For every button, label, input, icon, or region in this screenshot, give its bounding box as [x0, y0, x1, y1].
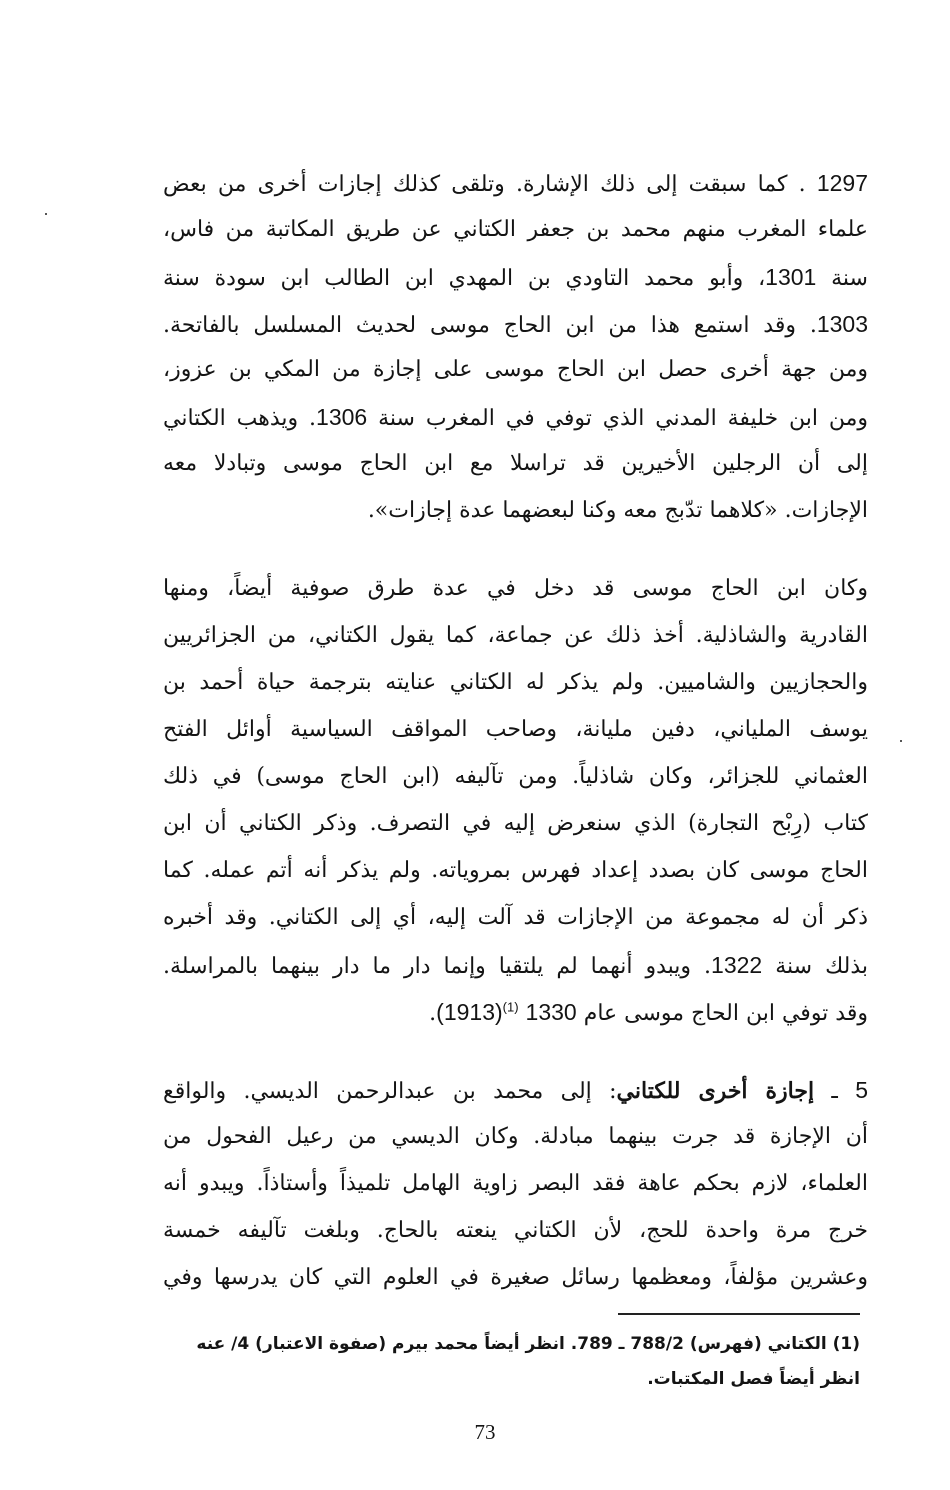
paragraph-1-line-1 [163, 163, 868, 203]
footnote-marker: (1) [502, 999, 519, 1015]
paragraph-1-line-8: الإجازات. «كلاهما تدّبج معه وكنا لبعضهما عدة إجازات». [367, 498, 868, 523]
text-segment: . ويذهب الكتاني [163, 406, 317, 431]
paragraph-3-line-2: أن الإجازة قد جرت بينهما مبادلة. وكان الديسي من رعيل الفحول من [163, 1124, 868, 1149]
paragraph-1-line-2: علماء المغرب منهم محمد بن جعفر الكتاني عن طريق المكاتبة من فاس، [163, 217, 868, 242]
paragraph-2-line-7: الحاج موسى كان بصدد إعداد فهرس بمروياته. ولم يذكر أنه أتم عمله. كما [163, 858, 868, 883]
paragraph-1-line-5: ومن جهة أخرى حصل ابن الحاج موسى على إجازة من المكي بن عزوز، [163, 357, 868, 382]
text-segment: سنة [831, 266, 868, 291]
paragraph-1-line-6 [163, 397, 868, 437]
paragraph-3-line-1 [163, 1070, 868, 1110]
text-segment: ومن ابن خليفة المدني الذي توفي في المغرب سنة [378, 406, 868, 431]
scan-speck [900, 740, 902, 742]
paragraph-1-line-7: إلى أن الرجلين الأخيرين قد تراسلا مع ابن الحاج موسى وتبادلا معه [163, 451, 868, 476]
paragraph-1-line-4 [163, 304, 868, 344]
paragraph-2-line-8: ذكر أن له مجموعة من الإجازات قد آلت إليه، أي إلى الكتاني. وقد أخبره [163, 905, 868, 930]
paragraph-3-line-3: العلماء، لازم بحكم عاهة فقد البصر زاوية الهامل تلميذاً وأستاذاً. ويبدو أنه [163, 1171, 868, 1196]
scan-speck [45, 213, 47, 215]
text-segment: . كما سبقت إلى ذلك الإشارة. وتلقى كذلك إجازات أخرى من بعض [163, 172, 806, 197]
text-segment: . وقد استمع هذا من ابن الحاج موسى لحديث المسلسل بالفاتحة. [163, 313, 817, 338]
text-segment: . ويبدو أنهما لم يلتقيا وإنما دار ما دار بينهما بالمراسلة. [163, 954, 712, 979]
text-segment: : إلى محمد بن عبدالرحمن الديسي. والواقع [163, 1079, 617, 1104]
text-segment: بذلك سنة [775, 954, 868, 979]
year-number: 1306 [316, 404, 368, 430]
year-number: 1301 [765, 264, 817, 290]
section-number: 5 [855, 1077, 868, 1103]
paragraph-2-line-9 [163, 945, 868, 985]
footnote-separator [618, 1313, 860, 1315]
paragraph-3-line-5: وعشرين مؤلفاً، ومعظمها رسائل صغيرة في العلوم التي كان يدرسها وفي [163, 1265, 868, 1290]
section-heading: إجازة أخرى للكتاني [616, 1078, 815, 1104]
year-number: 1322 [711, 952, 763, 978]
paragraph-2-line-5: العثماني للجزائر، وكان شاذلياً. ومن تآليفه (ابن الحاج موسى) في ذلك [163, 764, 868, 789]
paragraph-2-line-3: والحجازيين والشاميين. ولم يذكر له الكتاني عنايته بترجمة حياة أحمد بن [163, 670, 868, 695]
paragraph-2-line-1: وكان ابن الحاج موسى قد دخل في عدة طرق صوفية أيضاً، ومنها [163, 576, 868, 601]
footnote-line-1: (1) الكتاني (فهرس) 788/2 ـ 789. انظر أيضاً محمد بيرم (صفوة الاعتبار) 4/ عنه [196, 1334, 860, 1354]
paragraph-1-line-3 [163, 257, 868, 297]
paragraph-2-line-4: يوسف الملياني، دفين مليانة، وصاحب المواقف السياسية أوائل الفتح [163, 717, 868, 742]
footnote-line-2: انظر أيضاً فصل المكتبات. [647, 1369, 860, 1389]
gregorian-year: $(1913)^{(1)}$ [436, 999, 519, 1025]
text-segment: ، وأبو محمد التاودي بن المهدي ابن الطالب ابن سودة سنة [163, 266, 766, 291]
paragraph-3-line-4: خرج مرة واحدة للحج، لأن الكتاني ينعته بالحاج. وبلغت تآليفه خمسة [163, 1218, 868, 1243]
paragraph-2-line-2: القادرية والشاذلية. أخذ ذلك عن جماعة، كما يقول الكتاني، من الجزائريين [163, 623, 868, 648]
text-segment: وقد توفي ابن الحاج موسى عام [583, 1001, 868, 1026]
paragraph-2-line-10 [163, 992, 868, 1032]
year-number: 1303 [816, 311, 868, 337]
paragraph-2-line-6: كتاب (رِبْح التجارة) الذي سنعرض إليه في التصرف. وذكر الكتاني أن ابن [163, 811, 868, 836]
text-segment: ـ [831, 1079, 838, 1104]
year-number: 1330 [525, 999, 577, 1025]
page-number: 73 [474, 1420, 496, 1444]
text-segment: . [429, 1001, 437, 1026]
year-number: 1297 [816, 170, 868, 196]
